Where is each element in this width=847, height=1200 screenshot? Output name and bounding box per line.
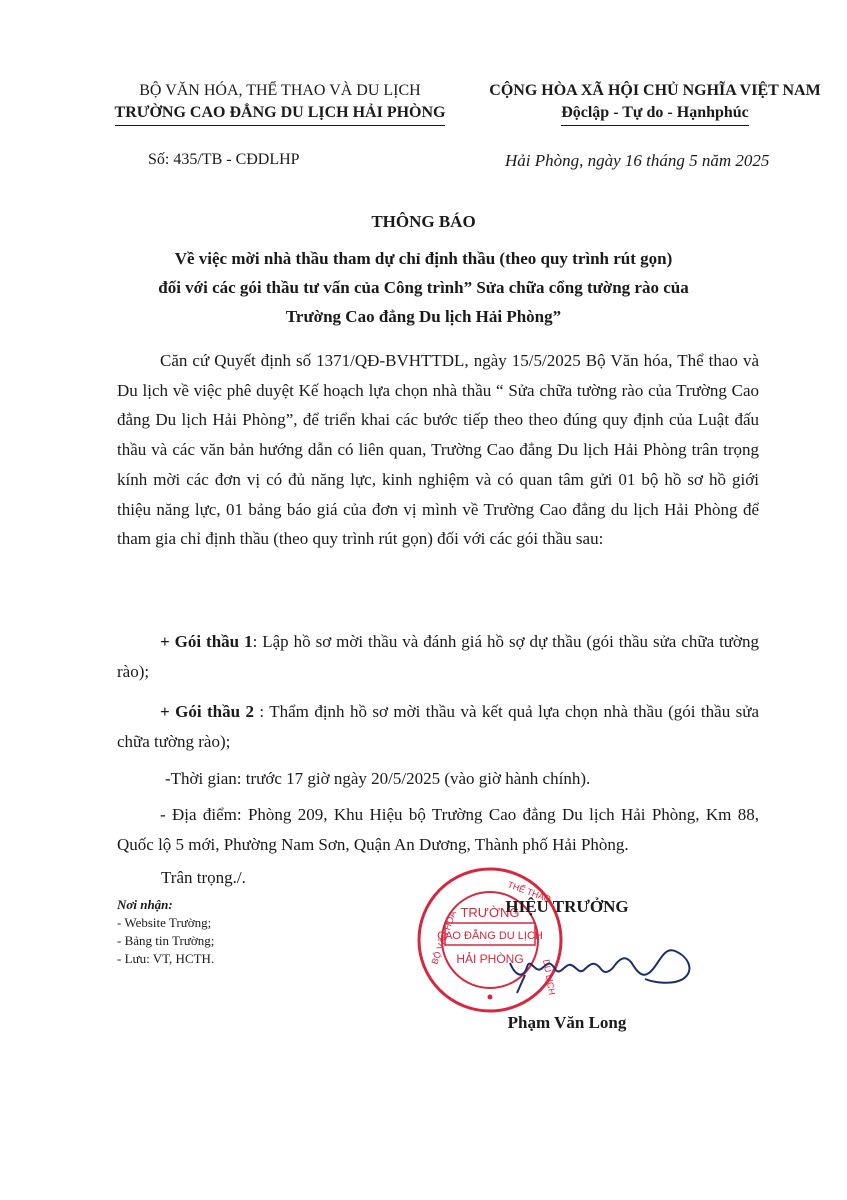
place-line: - Địa điểm: Phòng 209, Khu Hiệu bộ Trường Cao đẳng Du lịch Hải Phòng, Km 88, Quốc lộ 5 mới, Phường Nam Sơn, Quận An Dương, Thành phố Hải Phòng. <box>117 805 759 854</box>
package-2 <box>117 697 759 756</box>
header-right <box>470 80 840 126</box>
stamp-line-1: TRƯỜNG <box>460 905 520 920</box>
nation-name: CỘNG HÒA XÃ HỘI CHỦ NGHĨA VIỆT NAM <box>489 82 821 99</box>
stamp-line-3: HẢI PHÒNG <box>456 952 524 966</box>
svg-text:DU LỊCH: DU LỊCH <box>541 958 558 996</box>
package-1 <box>117 627 759 686</box>
recipient-item: - Website Trường; <box>117 915 212 930</box>
document-number: Số: 435/TB - CĐDLHP <box>148 151 300 168</box>
title-line-1: Về việc mời nhà thầu tham dự chỉ định thầu (theo quy trình rút gọn) <box>174 249 673 268</box>
title-line-2: đối với các gói thầu tư vấn của Công trình” Sửa chữa cổng tường rào của <box>158 278 689 297</box>
time-line: -Thời gian: trước 17 giờ ngày 20/5/2025 (vào giờ hành chính). <box>165 769 591 788</box>
svg-text:THỂ THAO: THỂ THAO <box>506 879 553 905</box>
header-left <box>90 80 470 126</box>
motto <box>470 102 840 126</box>
motto-text: Độclập - Tự do - Hạnhphúc <box>561 102 749 126</box>
recipients-label: Nơi nhận: <box>117 897 173 912</box>
ministry-name: BỘ VĂN HÓA, THỂ THAO VÀ DU LỊCH <box>139 82 421 99</box>
package-2-text: : Thẩm định hồ sơ mời thầu và kết quả lựa chọn nhà thầu (gói thầu sửa chữa tường rào); <box>117 702 759 751</box>
recipient-item: - Bảng tin Trường; <box>117 933 215 948</box>
stamp-line-2: CAO ĐẲNG DU LỊCH <box>437 930 543 942</box>
package-1-text: : Lập hồ sơ mời thầu và đánh giá hồ sợ dự thầu (gói thầu sửa chữa tường rào); <box>117 632 759 681</box>
school-name-text: TRƯỜNG CAO ĐẲNG DU LỊCH HẢI PHÒNG <box>115 102 446 126</box>
school-name <box>90 102 470 126</box>
signer-title: HIỆU TRƯỞNG <box>505 897 629 916</box>
recipient-item: - Lưu: VT, HCTH. <box>117 951 215 966</box>
body-paragraph-1: Căn cứ Quyết định số 1371/QĐ-BVHTTDL, ngày 15/5/2025 Bộ Văn hóa, Thể thao và Du lịch về việc phê duyệt Kế hoạch lựa chọn nhà thầu “ Sửa chữa tường rào của Trường Cao đẳng Du lịch Hải Phòng”, để triển khai các bước tiếp theo theo đúng quy định của Luật đấu thầu và các văn bản hướng dẫn có liên quan, Trường Cao đẳng Du lịch Hải Phòng trân trọng kính mời các đơn vị có đủ năng lực, kinh nghiệm và có quan tâm gửi 01 bộ hồ sơ hồ giới thiệu năng lực, 01 bảng báo giá của đơn vị mình về Trường Cao đẳng du lịch Hải Phòng để tham gia chỉ định thầu (theo quy trình rút gọn) đối với các gói thầu sau: <box>117 351 759 549</box>
closing-line: Trân trọng./. <box>161 868 246 887</box>
svg-text:BỘ VĂN HÓA: BỘ VĂN HÓA <box>429 909 459 966</box>
package-1-label: + Gói thầu 1 <box>160 632 253 651</box>
handwritten-signature <box>505 935 705 995</box>
package-2-label: + Gói thầu 2 <box>160 702 254 721</box>
title-main: THÔNG BÁO <box>371 212 476 231</box>
document-title <box>60 207 787 331</box>
signer-name: Phạm Văn Long <box>507 1013 627 1032</box>
title-line-3: Trường Cao đẳng Du lịch Hải Phòng” <box>285 307 562 326</box>
recipients-block <box>117 896 214 968</box>
document-date: Hải Phòng, ngày 16 tháng 5 năm 2025 <box>505 151 770 170</box>
